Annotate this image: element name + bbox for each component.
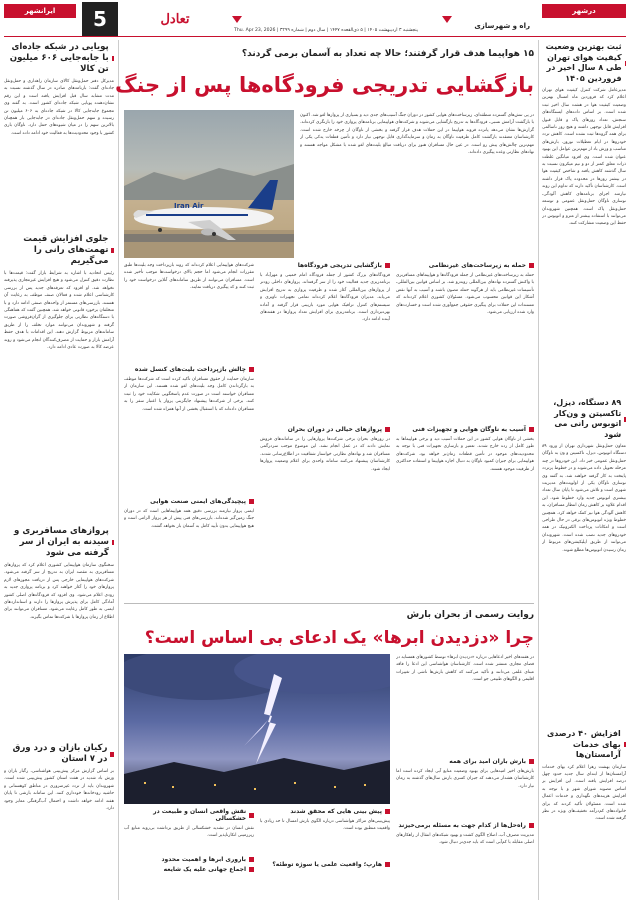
main-body-text: شرکت‌های هواپیمایی اعلام کرده‌اند که روند بازپرداخت وجه بلیت‌ها طبق مقررات انجام می‌شود اما حجم بالای درخواست‌ها موجب تأخیر شده است. مسافران می‌توانند از طریق سامانه‌های آنلاین درخواست خود را ثبت کنند و کد پیگیری دریافت نمایند. [124, 263, 254, 291]
square-icon [529, 427, 534, 432]
dateline: پنجشنبه ۳ اردیبهشت ۱۴۰۵ | ۵ ذی‌القعده ۱۴۴۷ | سال دوم | شماره ۳۲۹۹ | Thu. Apr 23, 2026 [234, 28, 418, 33]
second-subhead-6: راه‌حل‌ها از کدام جهت به مسئله برمی‌خیزند [396, 822, 534, 829]
right-tag: درشهر [542, 4, 626, 18]
left-body-text: مدیرکل دفتر حمل‌ونقل کالای سازمان راهداری و حمل‌ونقل جاده‌ای گفت: بارنامه‌های صادره در سال گذشته نسبت به مدت مشابه سال قبل افزایش یافته است و این رقم نشان‌دهنده پویایی شبکه جاده‌ای کشور است. به گفته وی مجموع جابه‌جایی کالا در شبکه جاده‌ای به ۶۰۶ میلیون تن رسیده و سهم حمل‌ونقل جاده‌ای در جابه‌جایی بار همچنان بالاترین سهم را در میان شیوه‌های حمل دارد. ناوگان باری کشور با وجود محدودیت‌ها به فعالیت خود ادامه داده است. [4, 79, 114, 136]
second-subhead-7: هارپ؛ واقعیت علمی یا سوژه توطئه؟ [260, 861, 390, 868]
second-col-1 [396, 758, 534, 898]
main-subhead-2: بازگشایی تدریجی فرودگاه‌ها [260, 262, 390, 269]
square-icon [110, 752, 114, 757]
square-icon [385, 427, 390, 432]
second-col-3 [124, 808, 254, 900]
left-body-text: سخنگوی سازمان هواپیمایی کشوری اعلام کرد که پروازهای مسافربری به مقصد ایران به تدریج از سر گرفته می‌شود. شرکت‌های هواپیمایی خارجی پس از دریافت مجوزهای لازم پروازهای خود را آغاز خواهند کرد و برنامه پروازی جدید به زودی اعلام می‌شود. وی افزود که فرودگاه‌های اصلی کشور آمادگی کامل برای پذیرش پروازها را دارند و استانداردهای ایمنی به طور کامل رعایت می‌شود. مسافران می‌توانند برای اطلاع از زمان پروازها با شرکت‌ها تماس بگیرند. [4, 563, 114, 620]
square-icon [385, 809, 390, 814]
square-icon [529, 759, 534, 764]
column-rule [538, 40, 539, 900]
right-body-text: سازمان بهشت زهرا اعلام کرد بهای خدمات آرامستان‌ها از ابتدای سال جدید حدود چهل درصد افزایش یافته است. این افزایش بر اساس مصوبه شورای شهر و با توجه به افزایش هزینه‌های نگهداری و خدمات اعمال شده است. مسئولان تأکید کردند که برای خانواده‌های کم‌درآمد تخفیف‌های ویژه در نظر گرفته شده است. [542, 764, 626, 822]
plane-photo [124, 110, 294, 258]
square-icon [249, 857, 254, 862]
right-column [542, 40, 626, 900]
triangle-icon [442, 16, 452, 23]
second-subhead-3: اجماع جهانی علیه یک شایعه [124, 866, 254, 873]
main-subhead-5: پیچیدگی‌های ایمنی صنعت هوایی [124, 498, 254, 505]
main-headline: بازگشایی تدریجی فرودگاه‌ها پس از جنگ [114, 73, 534, 97]
city-silhouette-icon [124, 758, 390, 804]
second-intro-text: در هفته‌های اخیر ادعاهایی درباره «دزدیدن ابرها» توسط کشورهای همسایه در فضای مجازی منتشر شده است. کارشناسان هواشناسی این ادعا را فاقد مبنای علمی می‌دانند و تأکید می‌کنند که کاهش بارش‌ها ناشی از تغییرات اقلیمی و الگوهای طبیعی جو است. [396, 655, 534, 683]
left-column [4, 40, 114, 900]
wheel-icon [158, 228, 162, 232]
right-headline-2: ۸۹ دستگاه، دیزل، تاکسیتن و ون‌کار اتوبوس رانی می شود [542, 398, 626, 440]
second-subhead-4: پیش بینی هایی که محقق شدند [260, 808, 390, 815]
right-headline-1: ثبت بهترین وضعیت کیفیت هوای تهران طی ۸ سال اخیر در فروردین ۱۴۰۵ [542, 42, 626, 84]
main-intro-text: در پی تنش‌های گسترده منطقه‌ای، زیرساخت‌های هوایی کشور در دوران جنگ آسیب‌های جدی دید و بسیاری از پروازها لغو شد. اکنون با بازگشت آرامش نسبی، فرودگاه‌ها به تدریج بازگشایی می‌شوند و شرکت‌های هواپیمایی برنامه‌های پروازی خود را بازنگری کرده‌اند. گزارش‌ها نشان می‌دهد پانزده فروند هواپیما در این حملات هدف قرار گرفته و بخشی از ناوگان از چرخه خارج شده است. کارشناسان معتقدند بازگشت کامل ظرفیت ناوگان به زمان و سرمایه‌گذاری قابل توجهی نیاز دارد و تأمین قطعات یدکی یکی از مهم‌ترین چالش‌های پیش رو است. در عین حال مسافران هنوز برای دریافت مبالغ بلیت‌های لغو شده با مشکل مواجه هستند و نهادهای نظارتی وعده پیگیری داده‌اند. [300, 113, 534, 156]
square-icon [112, 56, 114, 61]
right-headline-3: افزایش ۴۰ درصدی بهای خدمات آرامستان‌ها [542, 729, 626, 761]
main-subhead-3: آسیب به ناوگان هوایی و تجهیزات فنی [396, 426, 534, 433]
square-icon [249, 813, 254, 818]
second-kicker: روایت رسمی از بحران بارش [406, 610, 534, 620]
square-icon [624, 417, 626, 422]
left-tag: ایرانشهر [4, 4, 76, 18]
main-body-text: حمله به زیرساخت‌های غیرنظامی از جمله فرودگاه‌ها و هواپیماهای مسافربری با واکنش گسترده نهادهای بین‌المللی روبه‌رو شد. بر اساس قوانین بین‌المللی، تأسیسات غیرنظامی باید از هرگونه حمله مصون باشند و آسیب به آنها نقض آشکار این قوانین محسوب می‌شود. مسئولان کشوری اعلام کرده‌اند که مستندات این حملات برای پیگیری حقوقی جمع‌آوری شده است و خسارت‌های وارد شده ارزیابی می‌شود. [396, 273, 534, 316]
main-body-text: در روزهای بحران برخی شرکت‌ها پروازهایی را در سامانه‌های فروش نمایش دادند که در عمل انجام نشد. این موضوع موجب سردرگمی مسافران شد و نهادهای نظارتی خواستار شفافیت در اطلاع‌رسانی شدند. کارشناسان پیشنهاد می‌کنند سامانه واحدی برای اعلام وضعیت پروازها ایجاد شود. [260, 437, 390, 472]
second-body-text: پیش‌بینی‌های مراکز هواشناسی درباره الگوی بارش امسال تا حد زیادی با واقعیت منطبق بوده است. [260, 819, 390, 832]
left-headline-4: رکیان بازان و درد ورق در ۷ استان [4, 743, 114, 765]
left-headline-2: جلوی افزایش قیمت تهمت‌های رانی را می‌گیریم [4, 234, 114, 267]
plane-illustration [124, 110, 294, 258]
main-subhead-4: چالش بازپرداخت بلیت‌های کنسل شده [124, 366, 254, 373]
triangle-icon [232, 16, 242, 23]
right-body-text: معاون حمل‌ونقل شهرداری تهران از ورود ۸۹ دستگاه اتوبوس، دیزل، تاکسیتن و ون به ناوگان حمل‌ونقل عمومی خبر داد. این خودروها در چند مرحله تحویل داده می‌شوند و در خطوط پرتردد پایتخت به کار گرفته خواهند شد. به گفته وی نوسازی ناوگان یکی از اولویت‌های مدیریت شهری است و تلاش می‌شود تا پایان سال تعداد بیشتری اتوبوس جدید وارد خطوط شود. این اقدام علاوه بر کاهش زمان انتظار مسافران، به کاهش آلودگی هوا نیز کمک خواهد کرد. همچنین خطوط ویژه اتوبوس‌های برقی در حال طراحی است و امکانات پرداخت الکترونیک در همه خودروهای جدید نصب شده است. شهروندان می‌توانند از طریق اپلیکیشن‌های مربوط از زمان رسیدن اتوبوس‌ها مطلع شوند. [542, 444, 626, 553]
story-rule [124, 603, 534, 604]
page-number: 5 [82, 2, 118, 36]
section-label: راه و شهرسازی [474, 22, 530, 30]
header-rule [4, 36, 626, 37]
window-line-icon [146, 214, 248, 216]
main-body-text: سازمان حمایت از حقوق مسافران تأکید کرده است که شرکت‌ها موظف به بازگرداندن کامل وجه بلیت‌های لغو شده هستند. این سازمان از مسافران خواسته است در صورت عدم پاسخگویی شکایت خود را ثبت کنند. برخی از شرکت‌ها پیشنهاد جایگزینی پرواز یا اعتبار سفر را به مسافران داده‌اند که با استقبال بخشی از آنها همراه شده است. [124, 377, 254, 412]
left-body-text: بر اساس گزارش مرکز پیش‌بینی هواشناسی، رگبار باران و وزش باد شدید در هفت استان کشور پیش‌بینی شده است. شهروندان باید از تردد غیرضروری در مناطق کوهستانی و حاشیه رودخانه‌ها خودداری کنند. این سامانه بارشی تا پایان هفته ادامه خواهد داشت و احتمال آب‌گرفتگی معابر وجود دارد. [4, 769, 114, 812]
wheel-icon [212, 232, 216, 236]
left-headline-1: پویایی در شبکه جاده‌ای با جابه‌جایی ۶۰۶ میلیون تن کالا [4, 42, 114, 75]
lightning-photo [124, 654, 390, 804]
square-icon [625, 61, 626, 66]
left-body-text: رئیس اتحادیه با اشاره به شرایط بازار گفت: قیمت‌ها با نظارت دقیق کنترل می‌شود و هیچ افزایش غیرمجازی پذیرفته نخواهد شد. او افزود که تعرفه‌های جدید پس از بررسی کارشناسی اعلام شده و فعالان صنف موظف به رعایت آن هستند. بازرسی‌های مستمر از واحدهای صنفی ادامه دارد و با متخلفان برخورد قانونی خواهد شد. همچنین گفت که هماهنگی با دستگاه‌های نظارتی برای جلوگیری از گران‌فروشی صورت گرفته و شهروندان می‌توانند موارد تخلف را از طریق سامانه‌های مربوط گزارش دهند. این اقدامات با هدف حفظ آرامش بازار و حمایت از مصرف‌کنندگان انجام می‌شود و روند عرضه کالا به صورت عادی ادامه دارد. [4, 271, 114, 351]
left-headline-3: پرواز‌های مسافربری و سیدنه به ایران از سر گرفته می شود [4, 526, 114, 559]
main-col-2 [260, 262, 390, 602]
lightning-illustration [124, 654, 390, 804]
second-body-text: بارش‌های اخیر امیدهایی برای بهبود وضعیت منابع آبی ایجاد کرده است اما کارشناسان هشدار می‌دهند که جبران کسری بارش سال‌های گذشته به زمان نیاز دارد. [396, 769, 534, 789]
second-headline: چرا «دزدیدن ابرها» یک ادعای بی اساس است؟ [144, 628, 534, 648]
square-icon [529, 263, 534, 268]
second-subhead-5: بارش باران امید برای همه [396, 758, 534, 765]
right-body-text: مدیرعامل شرکت کنترل کیفیت هوای تهران اعلام کرد که فروردین ماه امسال بهترین وضعیت کیفیت هوا در هشت سال اخیر ثبت شده است. بر اساس داده‌های ایستگاه‌های سنجش، تعداد روزهای پاک و قابل قبول افزایش قابل توجهی داشته و هیچ روز ناسالمی برای همه گروه‌ها ثبت نشده است. کاهش تردد خودروها در ایام تعطیلات نوروز، بارش‌های مناسب و وزش باد از مهم‌ترین عوامل این بهبود عنوان شده است. وی افزود میانگین غلظت ذرات معلق کمتر از دو و نیم میکرون نسبت به سال گذشته کاهش یافته و شاخص کیفیت هوا در بیشتر روزها در محدوده پاک قرار داشته است. کارشناسان تأکید دارند که تداوم این روند نیازمند اجرای برنامه‌های کاهش آلودگی، نوسازی ناوگان حمل‌ونقل عمومی و توسعه حمل‌ونقل پاک است. همچنین شهروندان می‌توانند با استفاده بیشتر از مترو و اتوبوس در حفظ این وضعیت مشارکت کنند. [542, 88, 626, 227]
square-icon [112, 540, 114, 545]
square-icon [111, 248, 114, 253]
square-icon [385, 862, 390, 867]
square-icon [624, 742, 626, 747]
plane-livery: Iran Air [174, 202, 204, 210]
logo: تعادل [160, 12, 190, 27]
square-icon [249, 867, 254, 872]
column-rule [118, 40, 119, 900]
second-subhead-2: باروری ابرها و اهمیت محدود [124, 856, 254, 863]
second-subhead-1: نقش واقعی انسان و طبیعت در خشکسالی [124, 808, 254, 822]
main-subhead-1: حمله به زیرساخت‌های غیرنظامی [396, 262, 534, 269]
main-subhead-6: پرواز‌های خیالی در دوران بحران [260, 426, 390, 433]
second-body-text: نقش انسان در تشدید خشکسالی از طریق برداشت بی‌رویه منابع آب زیرزمینی انکارناپذیر است. [124, 826, 254, 839]
main-col-3 [124, 262, 254, 602]
main-body-text: ایمنی پرواز نیازمند بررسی دقیق همه هواپیماهایی است که در دوران جنگ زمین‌گیر شده‌اند. بازرسی‌های فنی پیش از هر پرواز الزامی است و هیچ هواپیمایی بدون تأیید کامل به آسمان باز نخواهد گشت. [124, 509, 254, 529]
main-body-text: بخشی از ناوگان هوایی کشور در این حملات آسیب دید و برخی هواپیماها به طور کامل از رده خارج شدند. تعمیر و بازسازی تجهیزات فنی با توجه به محدودیت‌های موجود در تأمین قطعات زمان‌بر خواهد بود. شرکت‌های هواپیمایی برای جبران کمبود ناوگان به دنبال اجاره هواپیما و استفاده حداکثری از ظرفیت موجود هستند. [396, 437, 534, 472]
square-icon [529, 823, 534, 828]
main-col-1 [396, 262, 534, 602]
square-icon [249, 499, 254, 504]
main-body-text: فرودگاه‌های بزرگ کشور از جمله فرودگاه امام خمینی و مهرآباد با برنامه‌ریزی جدید فعالیت خود را از سر گرفته‌اند. پروازهای داخلی زودتر از پروازهای بین‌المللی آغاز شده و ظرفیت پروازی به تدریج افزایش می‌یابد. مدیران فرودگاه‌ها اعلام کرده‌اند تمامی تجهیزات ناوبری و سیستم‌های کنترل ترافیک هوایی مورد بازبینی قرار گرفته و آماده بهره‌برداری است. برنامه‌ریزی برای افزایش تعداد پروازها در هفته‌های آینده ادامه دارد. [260, 273, 390, 323]
second-col-2 [260, 808, 390, 900]
second-body-text: مدیریت مصرف آب، اصلاح الگوی کشت و بهبود شبکه‌های انتقال از راهکارهای اصلی مقابله با کم‌آبی است که باید جدی‌تر دنبال شود. [396, 833, 534, 846]
square-icon [385, 263, 390, 268]
square-icon [249, 367, 254, 372]
main-kicker: ۱۵ هواپیما هدف قرار گرفتند؛ حالا چه تعداد به آسمان برمی گردند؟ [241, 49, 534, 59]
